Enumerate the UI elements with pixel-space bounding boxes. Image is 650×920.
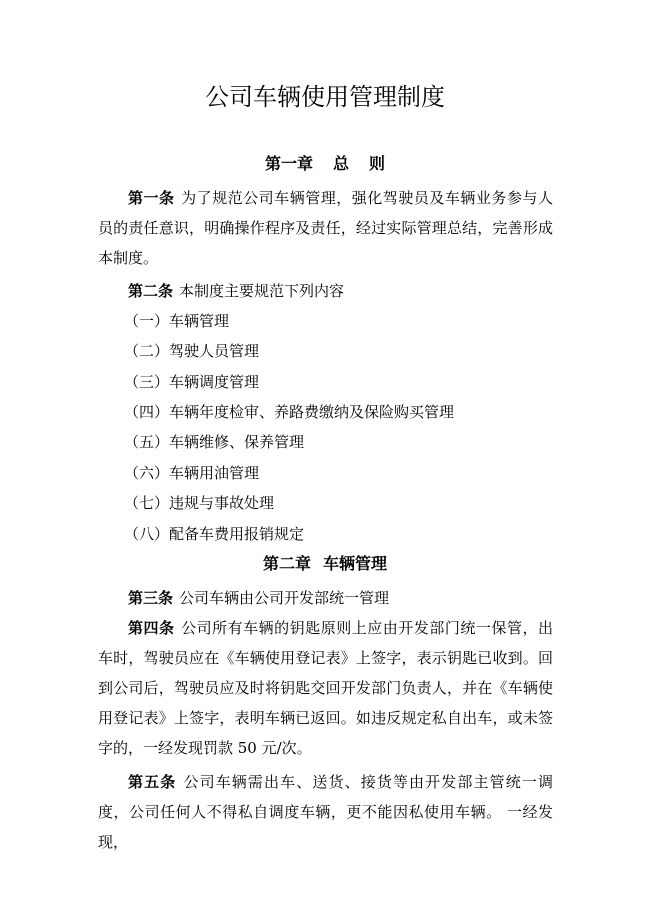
list-item: （二）驾驶人员管理 (124, 342, 260, 360)
list-item: （三）车辆调度管理 (124, 373, 260, 391)
list-item: （一）车辆管理 (124, 312, 230, 330)
list-item: （五）车辆维修、保养管理 (124, 433, 305, 451)
chapter-2-number: 第二章 (262, 554, 311, 573)
document-title: 公司车辆使用管理制度 (205, 83, 445, 111)
chapter-2-name: 车辆管理 (323, 554, 388, 573)
article-4-text: 公司所有车辆的钥匙原则上应由开发部门统一保管，出车时，驾驶员应在《车辆使用登记表》上签字，表示钥匙已收到。回到公司后，驾驶员应及时将钥匙交回开发部门负责人，并在《车辆使用登记表》上签字，表明车辆已返回。如违反规定私自出车，或未签字的，一经发现罚款 50 元/次。 (98, 619, 553, 757)
article-3 (98, 583, 553, 613)
article-1-label: 第一条 (128, 189, 175, 207)
article-3-text: 公司车辆由公司开发部统一管理 (179, 589, 390, 607)
chapter-1-name-part2: 则 (369, 154, 386, 173)
list-item: （六）车辆用油管理 (124, 464, 260, 482)
list-item: （七）违规与事故处理 (124, 494, 275, 512)
article-2-label: 第二条 (128, 282, 174, 300)
article-4-label: 第四条 (128, 619, 175, 637)
article-1 (98, 183, 553, 273)
chapter-1-number: 第一章 (264, 154, 313, 173)
article-1-text: 为了规范公司车辆管理，强化驾驶员及车辆业务参与人员的责任意识，明确操作程序及责任，经过实际管理总结，完善形成本制度。 (98, 189, 553, 267)
chapter-2-heading (0, 553, 650, 575)
list-item: （四）车辆年度检审、养路费缴纳及保险购买管理 (124, 403, 455, 421)
article-2 (98, 276, 553, 306)
article-3-label: 第三条 (128, 589, 174, 607)
article-2-text: 本制度主要规范下列内容 (179, 282, 345, 300)
chapter-1-name-part1: 总 (332, 154, 349, 173)
article-5 (98, 767, 553, 857)
article-5-text: 公司车辆需出车、送货、接货等由开发部主管统一调度，公司任何人不得私自调度车辆，更不能因私使用车辆。 一经发现， (98, 773, 553, 851)
article-4 (98, 613, 553, 763)
article-5-label: 第五条 (128, 773, 177, 791)
chapter-1-heading (0, 153, 650, 175)
list-item: （八）配备车费用报销规定 (124, 525, 305, 543)
